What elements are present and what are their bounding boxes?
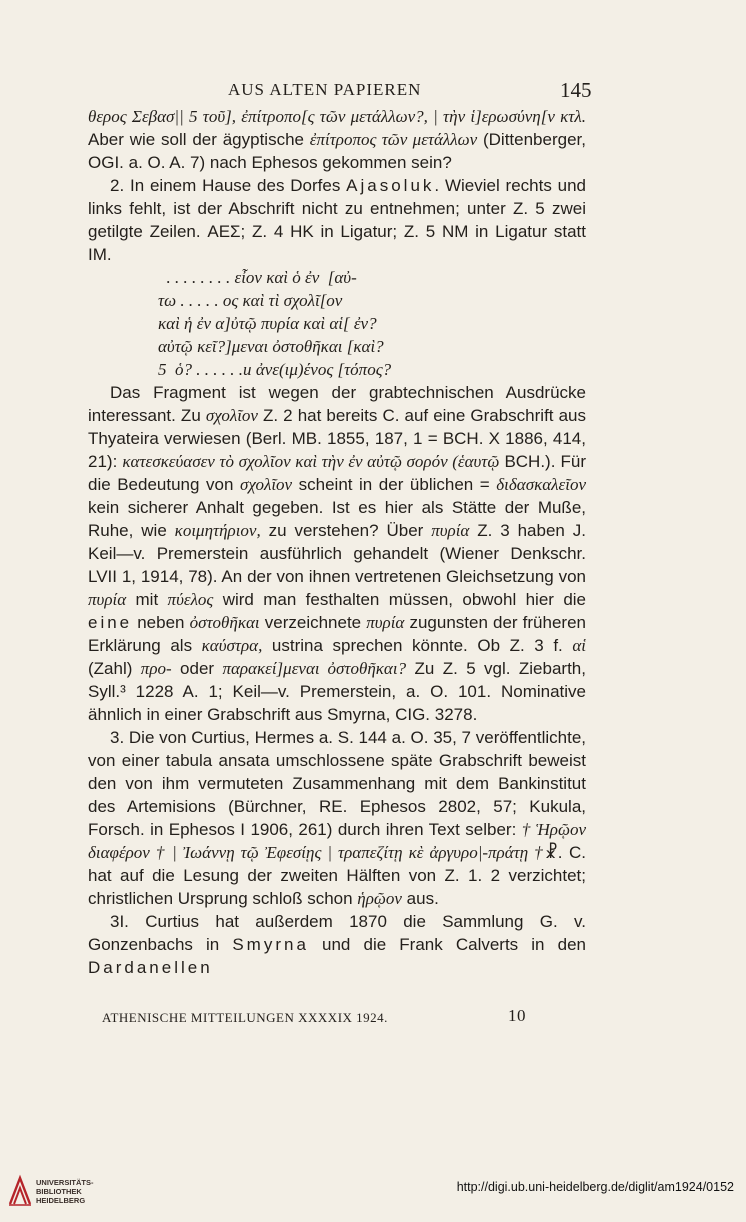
page-number: 145	[560, 78, 592, 102]
paragraph-3: Das Fragment ist wegen der grabtechnischen Ausdrücke interessant. Zu σχολῖον Z. 2 hat bereits C. auf eine Grabschrift aus Thyateira verwiesen (Berl. MB. 1855, 187, 1 = BCH. X 1886, 414, 21): κατεσκεύασεν τὸ σχολῖον καὶ τὴν ἐν αὐτῷ σορόν (ἑαυτῷ BCH.). Für die Bedeutung von σχολῖον scheint in der üblichen = διδασκαλεῖον kein sicherer Anhalt gegeben. Ist es hier als Stätte der Muße, Ruhe, wie κοιμητήριον, zu verstehen? Über πυρία Z. 3 haben J. Keil—v. Premerstein ausführlich gehandelt (Wiener Denkschr. LVII 1, 1914, 78). An der von ihnen vertretenen Gleichsetzung von πυρία mit πύελος wird man festhalten müssen, obwohl hier die eine neben ὀστοθῆκαι verzeichnete πυρία zugunsten der früheren Erklärung als καύστρα, ustrina sprechen könnte. Ob Z. 3 f. αἱ (Zahl) προ- oder παρακεί]μεναι ὀστοθῆκαι? Zu Z. 5 vgl. Ziebarth, Syll.³ 1228 A. 1; Keil—v. Premerstein, a. O. 101. Nominative ähnlich in einer Grabschrift aus Smyrna, CIG. 3278.	[88, 383, 586, 724]
source-url-link[interactable]: http://digi.ub.uni-heidelberg.de/diglit/am1924/0152	[456, 1180, 734, 1194]
inscription-line: καὶ ἡ ἐν α]ὐτῷ πυρία καὶ αἱ[ ἐν?	[158, 314, 377, 333]
logo-text: UNIVERSITÄTS- BIBLIOTHEK HEIDELBERG	[36, 1178, 94, 1205]
inscription-line: . . . . . . . . εἶον καὶ ὁ ἐν [αὐ-	[158, 268, 357, 287]
page-header	[0, 78, 746, 102]
journal-line: ATHENISCHE MITTEILUNGEN XXXXIX 1924.	[102, 1010, 388, 1025]
paragraph-1: θερος Σεβασ|| 5 τοῦ], ἐπίτροπο[ς τῶν μετάλλων?, | τὴν ἱ]ερωσύνη[ν κτλ. Aber wie soll der ägyptische ἐπίτροπος τῶν μετάλλων (Dittenberger, OGI. a. O. A. 7) nach Ephesos gekommen sein?	[88, 107, 586, 172]
paragraph-2: 2. In einem Hause des Dorfes Ajasoluk. Wieviel rechts und links fehlt, ist der Abschrift nicht zu entnehmen; unter Z. 5 zwei getilgte Zeilen. ΑΕΣ; Z. 4 HK in Ligatur; Z. 5 NM in Ligatur statt IM.	[88, 176, 586, 264]
body-text	[88, 105, 586, 979]
page-footer	[88, 1008, 586, 1030]
inscription-line: αὐτῷ κεῖ?]μεναι ὀστοθῆκαι [καὶ?	[158, 337, 384, 356]
inscription-line: τω . . . . . ος καὶ τὶ σχολῖ[ον	[158, 291, 343, 310]
ub-heidelberg-logo-icon	[8, 1174, 32, 1208]
inscription-line: 5 ὁ? . . . . . .ᴎ ἀνε(ιμ)ένος [τόπος?	[158, 360, 392, 379]
library-logo[interactable]	[8, 1172, 128, 1212]
signature-mark: 10	[508, 1006, 526, 1025]
paragraph-5: 3I. Curtius hat außerdem 1870 die Sammlung G. v. Gonzenbachs in Smyrna und die Frank Calverts in den Dardanellen	[88, 912, 586, 977]
paragraph-4: 3. Die von Curtius, Hermes a. S. 144 a. O. 35, 7 veröffentlichte, von einer tabula ansata umschlossene späte Grabschrift beweist den von ihm vermuteten Zusammenhang mit dem Bankinstitut des Artemisions (Bürchner, RE. Ephesos 2802, 57; Kukula, Forsch. in Ephesos I 1906, 261) durch ihren Text selber: † Ἡρῷον διαφέρον † | Ἰωάννῃ τῷ Ἐφεσίῃς | τραπεζίτῃ κὲ ἀργυρο|-πράτῃ †☧. C. hat auf die Lesung der zweiten Hälften von Z. 1. 2 verzichtet; christlichen Ursprung schloß schon ἡρῷον aus.	[88, 728, 586, 908]
running-title: AUS ALTEN PAPIEREN	[228, 80, 422, 99]
inscription-block	[158, 266, 586, 381]
